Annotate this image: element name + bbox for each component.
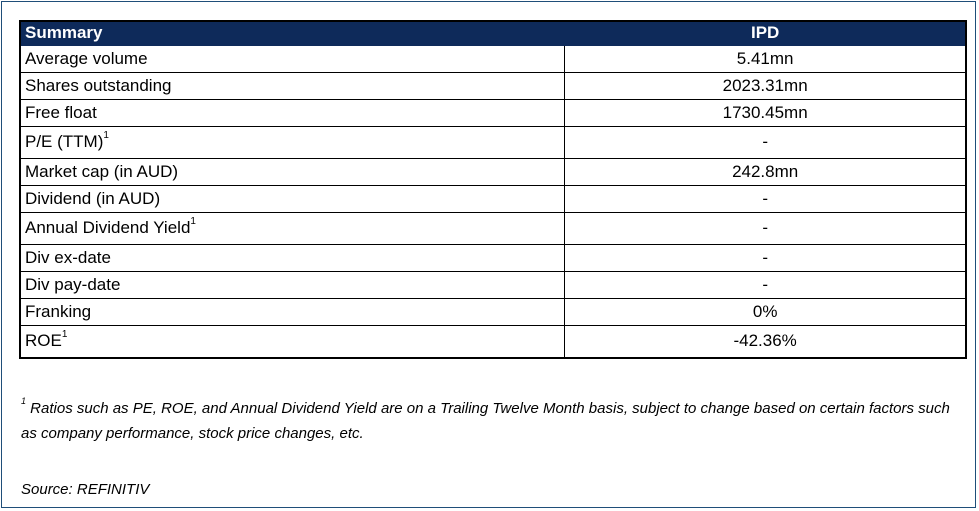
row-value: - — [565, 244, 966, 271]
summary-panel — [1, 1, 976, 508]
footnote-text: Ratios such as PE, ROE, and Annual Dividend Yield are on a Trailing Twelve Month basis, subject to change based on certain factors such as company performance, stock price changes, etc. — [21, 400, 950, 442]
row-value: - — [565, 212, 966, 244]
row-label — [20, 271, 565, 298]
source-note: Source: REFINITIV — [21, 481, 150, 498]
row-label — [20, 158, 565, 185]
row-label — [20, 126, 565, 158]
row-label-text: Dividend (in AUD) — [25, 188, 161, 208]
footnote-marker: 1 — [190, 216, 196, 228]
table-row — [20, 45, 966, 72]
row-label — [20, 45, 565, 72]
row-label — [20, 325, 565, 358]
row-value: -42.36% — [565, 325, 966, 358]
row-value: 1730.45mn — [565, 99, 966, 126]
row-value: 0% — [565, 298, 966, 325]
footnote — [21, 396, 961, 446]
table-row — [20, 72, 966, 99]
row-label — [20, 99, 565, 126]
table-row — [20, 325, 966, 358]
row-label — [20, 72, 565, 99]
row-label-text: Franking — [25, 301, 92, 321]
footnote-marker: 1 — [61, 329, 68, 341]
row-label-text: Shares outstanding — [25, 75, 172, 95]
table-row — [20, 212, 966, 244]
table-row — [20, 244, 966, 271]
table-row — [20, 271, 966, 298]
row-label-text: Free float — [25, 102, 97, 122]
footnote-number: 1 — [21, 396, 27, 406]
header-ticker: IPD — [565, 21, 966, 45]
table-row — [20, 298, 966, 325]
row-value: 5.41mn — [565, 45, 966, 72]
row-label — [20, 298, 565, 325]
row-label — [20, 244, 565, 271]
table-row — [20, 126, 966, 158]
row-value: 2023.31mn — [565, 72, 966, 99]
row-value: 242.8mn — [565, 158, 966, 185]
row-label-text: Div ex-date — [25, 247, 111, 267]
footnote-marker: 1 — [103, 130, 109, 142]
row-value: - — [565, 126, 966, 158]
row-value: - — [565, 185, 966, 212]
row-label-text: P/E (TTM) — [25, 132, 104, 151]
row-value: - — [565, 271, 966, 298]
row-label-text: Div pay-date — [25, 274, 121, 294]
row-label — [20, 212, 565, 244]
row-label-text: Annual Dividend Yield — [25, 218, 191, 237]
table-row — [20, 158, 966, 185]
header-summary: Summary — [20, 21, 565, 45]
row-label-text: Average volume — [25, 48, 148, 68]
summary-table — [19, 20, 967, 359]
table-row — [20, 99, 966, 126]
row-label-text: Market cap (in AUD) — [25, 161, 179, 181]
row-label-text: ROE — [25, 331, 62, 350]
table-header-row — [20, 21, 966, 45]
row-label — [20, 185, 565, 212]
table-row — [20, 185, 966, 212]
